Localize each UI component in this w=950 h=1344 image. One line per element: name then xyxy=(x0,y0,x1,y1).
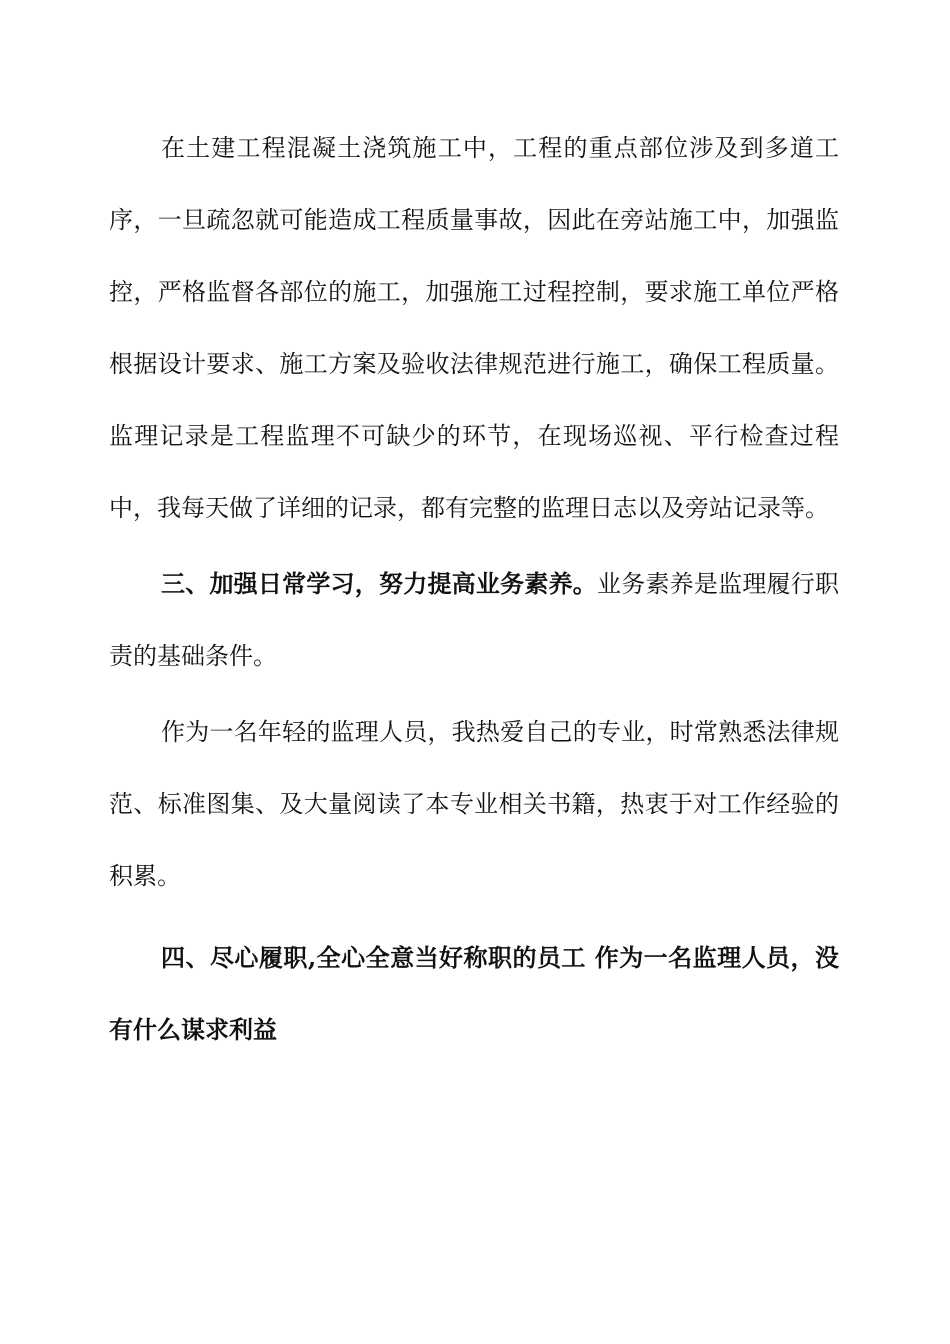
section-three-heading: 三、加强日常学习，努力提高业务素养。 xyxy=(161,569,597,598)
paragraph-study: 作为一名年轻的监理人员，我热爱自己的专业，时常熟悉法律规范、标准图集、及大量阅读了本专业相关书籍，热衷于对工作经验的积累。 xyxy=(109,718,839,890)
paragraph-supervision-record: 在土建工程混凝土浇筑施工中，工程的重点部位涉及到多道工序，一旦疏忽就可能造成工程质量事故，因此在旁站施工中，加强监控，严格监督各部位的施工，加强施工过程控制，要求施工单位严格根据设计要求、施工方案及验收法律规范进行施工，确保工程质量。监理记录是工程监理不可缺少的环节，在现场巡视、平行检查过程中，我每天做了详细的记录，都有完整的监理日志以及旁站记录等。 xyxy=(109,134,839,522)
paragraph-section-three xyxy=(109,548,839,692)
document-body xyxy=(109,112,839,1066)
section-three-text: 业务素养是监理履行职责的基础条件。 xyxy=(109,570,839,670)
paragraph-section-four: 四、尽心履职,全心全意当好称职的员工 作为一名监理人员，没有什么谋求利益 xyxy=(109,943,839,1044)
